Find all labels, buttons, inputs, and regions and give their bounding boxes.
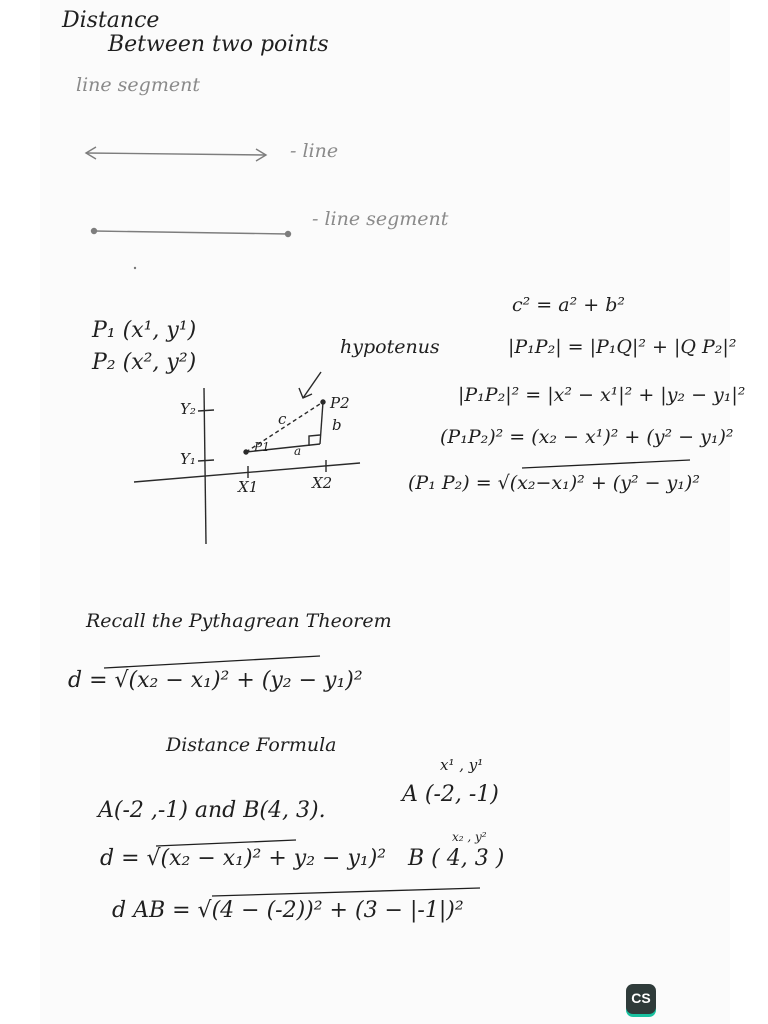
graph-label-p1: P1 bbox=[254, 440, 270, 454]
graph-label-y2: Y₂ bbox=[180, 400, 196, 418]
distance-formula-equation: d = √(x₂ − x₁)² + (y₂ − y₁)² bbox=[68, 668, 363, 693]
page-title: Distance bbox=[62, 8, 160, 33]
hypotenuse-word: hypotenus bbox=[340, 336, 440, 358]
point-p1: P₁ (x¹, y¹) bbox=[92, 318, 197, 343]
line-segment-drawing bbox=[92, 229, 291, 237]
recall-heading: Recall the Pythagrean Theorem bbox=[86, 610, 392, 632]
point-a: A (-2, -1) bbox=[402, 782, 499, 807]
point-b-header: x₂ , y² bbox=[452, 830, 487, 844]
distance-step-4: (P₁ P₂) = √(x₂−x₁)² + (y² − y₁)² bbox=[408, 472, 700, 494]
graph-label-a: a bbox=[294, 444, 302, 458]
line-segment-label: - line segment bbox=[312, 208, 449, 230]
point-a-header: x¹ , y¹ bbox=[440, 756, 484, 774]
distance-step-3: (P₁P₂)² = (x₂ − x¹)² + (y² − y₁)² bbox=[440, 426, 734, 448]
example-points: A(-2 ,-1) and B(4, 3). bbox=[98, 798, 326, 823]
point-p2: P₂ (x², y²) bbox=[92, 350, 197, 375]
line-segment-heading: line segment bbox=[76, 74, 200, 96]
graph-label-y1: Y₁ bbox=[180, 450, 196, 468]
line-label: - line bbox=[290, 140, 339, 162]
example-distance-formula: d = √(x₂ − x₁)² + y₂ − y₁)² bbox=[100, 846, 387, 871]
graph-label-c: c bbox=[278, 410, 287, 428]
distance-formula-title: Distance Formula bbox=[166, 734, 337, 756]
graph-label-p2: P2 bbox=[330, 394, 350, 412]
distance-step-1: |P₁P₂| = |P₁Q|² + |Q P₂|² bbox=[508, 336, 737, 358]
coordinate-graph bbox=[134, 372, 360, 544]
graph-label-x2: X2 bbox=[312, 474, 333, 492]
graph-label-x1: X1 bbox=[238, 478, 259, 496]
page-subtitle: Between two points bbox=[108, 32, 329, 57]
example-distance-ab: d AB = √(4 − (-2))² + (3 − |-1|)² bbox=[112, 898, 464, 923]
graph-label-b: b bbox=[332, 416, 342, 434]
camscanner-logo: CS bbox=[626, 984, 656, 1014]
point-b: B ( 4, 3 ) bbox=[408, 846, 505, 871]
distance-step-2: |P₁P₂|² = |x² − x¹|² + |y₂ − y₁|² bbox=[458, 384, 746, 406]
line-drawing bbox=[86, 147, 266, 161]
pythagorean-formula: c² = a² + b² bbox=[512, 294, 625, 316]
